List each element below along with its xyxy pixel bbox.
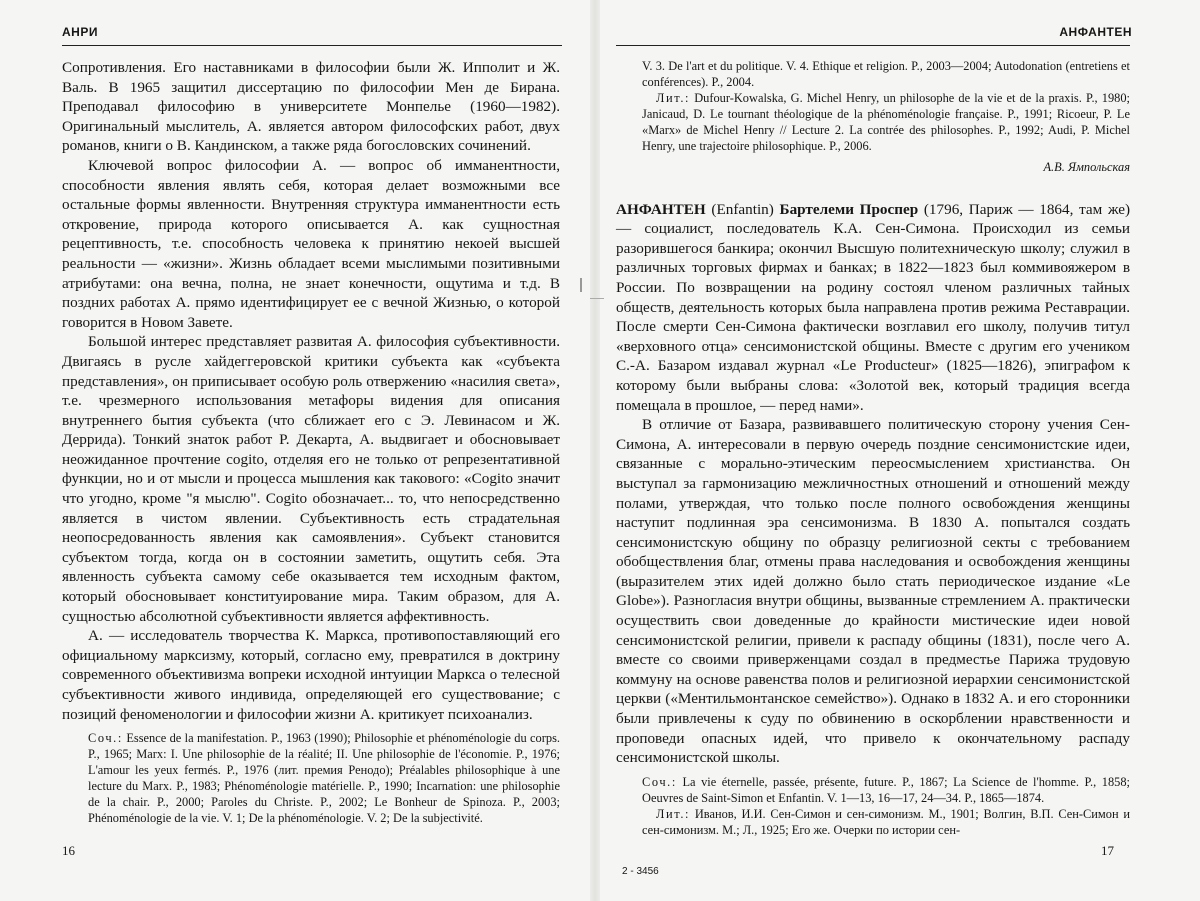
works-list-right [616, 774, 1130, 838]
entry-body: (1796, Париж — 1864, там же) — социалист, последователь К.А. Сен-Симона. Происходил из семьи разорившегося банкира; окончил Высшую политехническую школу; служил в различных торговых фирмах и банках; в 1822—1823 был коммивояжером в России. По возвращении на родину состоял членом различных тайных обществ, деятельность которых была направлена против режима Реставрации. После смерти Сен-Симона фактически возглавил его школу, получив титул «верховного отца» сенсимонистской общины. Вместе с другим его учеником С.-А. Базаром издавал журнал «Le Producteur» (1825—1826), эпиграфом к которому были выбраны слова: «Золотой век, который традиция всегда помещала в прошлое, — перед нами». [616, 201, 1130, 414]
works-continued: V. 3. De l'art et du politique. V. 4. Ethique et religion. P., 2003—2004; Autodonation (entretiens et conférences). P., 2004. [642, 58, 1130, 90]
works-lead: Соч.: [88, 731, 123, 745]
page-number-right: 17 [1101, 843, 1114, 859]
lit-lead-right: Лит.: [656, 807, 690, 821]
works-text-right: La vie éternelle, passée, présente, future. P., 1867; La Science de l'homme. P., 1858; Oeuvres de Saint-Simon et Enfantin. V. 1—13, 16—17, 24—34. P., 1865—1874. [642, 775, 1130, 805]
works-lead-right: Соч.: [642, 775, 677, 789]
lit-lead: Лит.: [656, 91, 690, 105]
lit-text-right: Иванов, И.И. Сен-Симон и сен-симонизм. М., 1901; Волгин, В.П. Сен-Симон и сен-симонизм. М.; Л., 1925; Его же. Очерки по истории сен- [642, 807, 1130, 837]
paragraph-3: Большой интерес представляет развитая А. философия субъективности. Двигаясь в русле хайдеггеровской критики субъекта как «субъекта представления», он приписывает особую роль отвержению «насилия света», т.е. чрезмерного использования метафоры видения для описания внутреннего бытия субъекта (что сближает его с Э. Левинасом и Ж. Деррида). Тонкий знаток работ Р. Декарта, А. выдвигает и обосновывает неожиданное прочтение cogito, отделяя его не только от репрезентативной функции, но и от мысли и процесса мышления как такового: «Cogito значит что угодно, кроме "я мыслю". Cogito обозначает... то, что непосредственно является в чистом явлении. Субъективность есть страдательная неопосредованность явления как самоявления». Субъект становится субъектом тогда, когда он в состоянии заметить, ощутить себя. Эта явленность субъекта самому себе оказывается тем исходным фактом, который обосновывает конституирование мира. Таким образом, для А. сущностью абсолютной субъективности является аффективность. [62, 332, 560, 626]
book-gutter [590, 0, 600, 901]
paragraph-1: Сопротивления. Его наставниками в философии были Ж. Ипполит и Ж. Валь. В 1965 защитил диссертацию по философии Мен де Бирана. Преподавал философию в университете Монпелье (1960—1982). Оригинальный мыслитель, А. является автором философских работ, двух романов, книги о В. Кандинском, а также ряда богословских сочинений. [62, 58, 560, 156]
page-number-left: 16 [62, 843, 75, 859]
lit-text: Dufour-Kowalska, G. Michel Henry, un philosophe de la vie et de la praxis. P., 1980; Janicaud, D. Le tournant théologique de la phénoménologie française. P., 1991; Ricoeur, P. Le «Marx» de Michel Henry // Lecture 2. La contrée des philosophes. P., 1992; Audi, P. Michel Henry, une trajectoire philosophique. P., 2006. [642, 91, 1130, 153]
running-head-left: АНРИ [62, 25, 98, 39]
printer-signature-mark: 2 - 3456 [622, 866, 659, 877]
entry-title: АНФАНТЕН [616, 201, 706, 218]
scan-mark [580, 278, 582, 292]
running-head-right: АНФАНТЕН [1059, 25, 1132, 39]
entry-name: Бартелеми Проспер [780, 201, 919, 218]
left-column [62, 58, 560, 826]
header-rule-right [616, 45, 1130, 46]
paragraph-2: Ключевой вопрос философии А. — вопрос об имманентности, способности явления являть себя, которая делает возможными все остальные формы явленности. Внутренняя структура имманентности есть откровение, природа которого описывается А. как сущностная рецептивность, т.е. способность человека к принятию некоей высшей реальности — «жизни». Жизнь обладает всеми мыслимыми позитивными атрибутами: она вечна, полна, не знает конечности, ощутима и т.д. В поздних работах А. прямо идентифицирует ее с вечной Жизнью, о которой говорится в Новом Завете. [62, 156, 560, 332]
right-column [616, 58, 1130, 838]
works-text: Essence de la manifestation. P., 1963 (1990); Philosophie et phénoménologie du corps. P., 1965; Marx: I. Une philosophie de la réalité; II. Une philosophie de l'économie. P., 1976; L'amour les yeux fermés. P., 1976 (лит. премия Ренодо); Préalables philosophique à une lecture du Marx. P., 1983; Phénoménologie matérielle. P., 1990; Incarnation: une philosophie de la chair. P., 2000; Paroles du Christe. P., 2002; Le Bonheur de Spinoza. P., 2003; Phénoménologie de la vie. V. 1; De la phénoménologie. V. 2; De la subjectivité. [88, 731, 560, 825]
works-list-continued [616, 58, 1130, 154]
scan-mark [590, 298, 604, 299]
header-rule-left [62, 45, 562, 46]
left-page [0, 0, 590, 901]
entry-paragraph-1 [616, 200, 1130, 416]
entry-original-name: (Enfantin) [711, 201, 773, 218]
article-author: А.В. Ямпольская [616, 158, 1130, 178]
entry-paragraph-2: В отличие от Базара, развивавшего политическую сторону учения Сен-Симона, А. интересовали в первую очередь поздние сенсимонистские идеи, связанные с морально-этическим переосмыслением христианства. Он выступал за гармонизацию межличностных отношений и отношений между полами, утверждая, что только после полного освобождения женщины наступит подлинная эра сенсимонизма. В 1830 А. попытался создать сенсимонистскую общину по образцу религиозной секты с требованием обобществления благ, отмены права наследования и освобождения женщины (выразителем этих идей должно было стать периодическое издание «Le Globe»). Разногласия внутри общины, вызванные стремлением А. практически осуществить свои доведенные до крайности мистические идеи новой сенсимонистской религии, привели к распаду общины (1831), после чего А. вместе со своими приверженцами создал в предместье Парижа трудовую коммуну на основе равенства полов и религиозной иерархии сенсимонистской церкви («Ментильмонтанское семейство»). Однако в 1832 А. и его сторонники были привлечены к суду по обвинению в оскорблении нравственности и проповеди опасных идей, что привело к окончательному распаду сенсимонистской школы. [616, 415, 1130, 768]
right-page [600, 0, 1200, 901]
paragraph-4: А. — исследователь творчества К. Маркса, противопоставляющий его официальному марксизму, который, согласно ему, превратился в доктрину современного объективизма вопреки исходной интуиции Маркса о телесной субъективности живого индивида, определяющей его существование; с позиций феноменологии и философии жизни А. критикует психоанализ. [62, 626, 560, 724]
works-list-left [62, 730, 560, 826]
